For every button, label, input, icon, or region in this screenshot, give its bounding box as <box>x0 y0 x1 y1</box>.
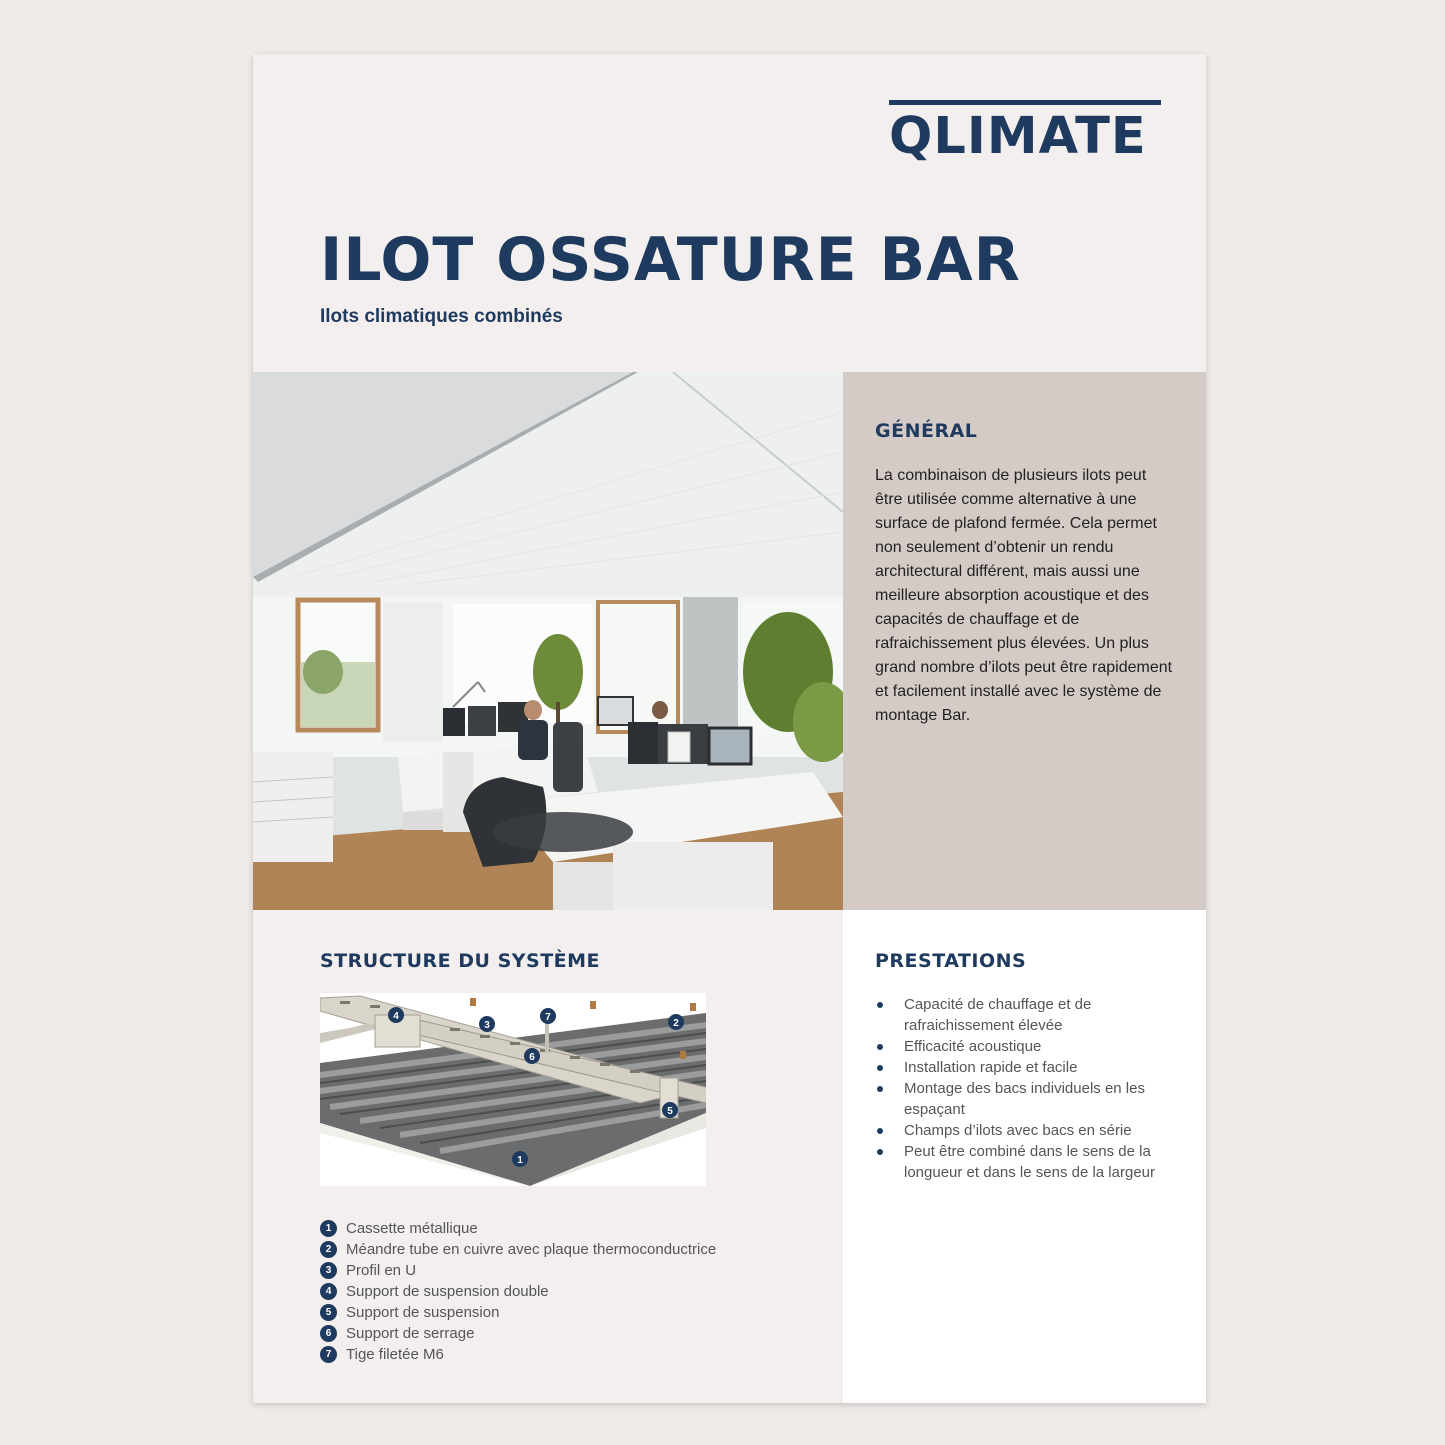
prestation-item: Champs d’ilots avec bacs en série <box>875 1120 1175 1141</box>
bullet-icon <box>877 1086 883 1092</box>
legend-label: Support de suspension <box>346 1304 500 1321</box>
legend-number: 1 <box>320 1220 337 1237</box>
legend-number: 2 <box>320 1241 337 1258</box>
prestation-item: Montage des bacs individuels en les espaçant <box>875 1078 1175 1120</box>
logo-text: QLIMATE <box>889 107 1147 166</box>
structure-title: STRUCTURE DU SYSTÈME <box>320 950 601 972</box>
legend-item <box>320 1302 716 1323</box>
general-title: GÉNÉRAL <box>875 420 978 442</box>
prestation-item: Peut être combiné dans le sens de la longueur et dans le sens de la largeur <box>875 1141 1175 1183</box>
legend-label: Support de suspension double <box>346 1283 549 1300</box>
bullet-icon <box>877 1128 883 1134</box>
diagram-marker-6: 6 <box>529 1052 535 1063</box>
legend-item <box>320 1281 716 1302</box>
bullet-icon <box>877 1002 883 1008</box>
legend-number: 5 <box>320 1304 337 1321</box>
system-structure-diagram <box>320 993 706 1186</box>
legend-number: 7 <box>320 1346 337 1363</box>
prestation-item: Capacité de chauffage et de rafraichissement élevée <box>875 994 1175 1036</box>
diagram-marker-2: 2 <box>673 1018 679 1029</box>
general-body: La combinaison de plusieurs ilots peut être utilisée comme alternative à une surface de plafond fermée. Cela permet non seulement d’obtenir un rendu architectural différent, mais aussi une meilleure absorption acoustique et des capacités de chauffage et de rafraichissement plus élevées. Un plus grand nombre d’ilots peut être rapidement et facilement installé avec le système de montage Bar. <box>875 467 1173 724</box>
legend-item <box>320 1218 716 1239</box>
qlimate-logo <box>889 100 1161 166</box>
diagram-marker-7: 7 <box>545 1012 551 1023</box>
prestations-panel <box>843 910 1206 1403</box>
bullet-icon <box>877 1149 883 1155</box>
bullet-icon <box>877 1044 883 1050</box>
structure-legend <box>320 1218 716 1365</box>
legend-item <box>320 1239 716 1260</box>
office-photo <box>253 372 843 910</box>
prestations-title: PRESTATIONS <box>875 950 1027 972</box>
logo-bar <box>889 100 1161 105</box>
legend-item <box>320 1323 716 1344</box>
prestation-item: Installation rapide et facile <box>875 1057 1175 1078</box>
brochure-page <box>253 54 1206 1403</box>
legend-number: 4 <box>320 1283 337 1300</box>
general-panel <box>843 372 1206 910</box>
page-title: ILOT OSSATURE BAR <box>320 225 1021 295</box>
legend-number: 3 <box>320 1262 337 1279</box>
legend-label: Méandre tube en cuivre avec plaque thermoconductrice <box>346 1241 717 1258</box>
prestations-list <box>875 994 1175 1183</box>
diagram-marker-3: 3 <box>484 1020 490 1031</box>
legend-label: Cassette métallique <box>346 1220 478 1237</box>
diagram-marker-5: 5 <box>667 1106 673 1117</box>
prestation-item: Efficacité acoustique <box>875 1036 1175 1057</box>
legend-label: Tige filetée M6 <box>346 1346 444 1363</box>
diagram-marker-1: 1 <box>517 1155 523 1166</box>
page-subtitle: Ilots climatiques combinés <box>320 306 563 327</box>
legend-item <box>320 1260 716 1281</box>
legend-label: Support de serrage <box>346 1325 475 1342</box>
diagram-marker-4: 4 <box>393 1011 399 1022</box>
legend-item <box>320 1344 716 1365</box>
legend-number: 6 <box>320 1325 337 1342</box>
bullet-icon <box>877 1065 883 1071</box>
legend-label: Profil en U <box>346 1262 417 1279</box>
